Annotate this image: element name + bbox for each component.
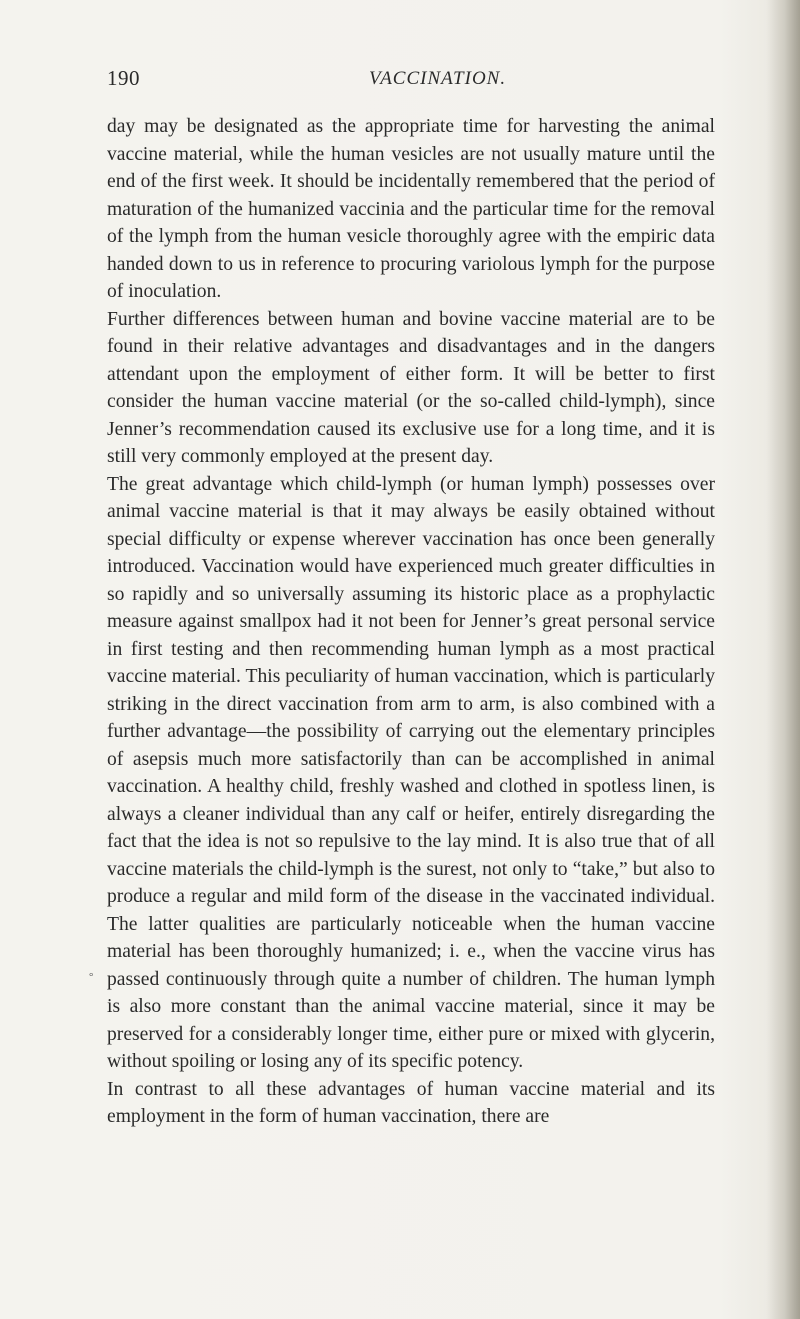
paragraph-contrast: In contrast to all these advantages of human vaccine material and its employment in the form of human vaccination, there are	[107, 1078, 715, 1127]
stray-print-mark: °	[89, 971, 94, 983]
paragraph-differences: Further differences between human and bovine vaccine material are to be found in their relative advantages and disadvantages and in the dangers attendant upon the employment of either form. It will be better to first consider the human vaccine material (or the so-called child-lymph), since Jenner’s recommendation caused its exclusive use for a long time, and it is still very commonly employed at the present day.	[107, 308, 715, 467]
paragraph-continuation: day may be designated as the appropriate time for harvesting the animal vaccine material, while the human vesicles are not usually mature until the end of the first week. It should be incidentally remembered that the period of maturation of the humanized vaccinia and the particular time for the removal of the lymph from the human vesicle thoroughly agree with the empiric data handed down to us in reference to procuring variolous lymph for the purpose of inoculation.	[107, 116, 715, 302]
paragraph-advantages: The great advantage which child-lymph (or human lymph) possesses over animal vaccine material is that it may always be easily obtained without special difficulty or expense wherever vaccination has once been generally introduced. Vaccination would have experienced much greater difficulties in so rapidly and so universally assuming its historic place as a prophylactic measure against smallpox had it not been for Jenner’s great personal service in first testing and then recommending human lymph as a most practical vaccine material. This peculiarity of human vaccination, which is particularly striking in the direct vaccination from arm to arm, is also combined with a further advantage—the possibility of carrying out the elementary principles of asepsis much more satisfactorily than can be accomplished in animal vaccination. A healthy child, freshly washed and clothed in spotless linen, is always a cleaner individual than any calf or heifer, entirely disregarding the fact that the idea is not so repulsive to the lay mind. It is also true that of all vaccine materials the child-lymph is the surest, not only to “take,” but also to produce a regular and mild form of the disease in the vaccinated individual. The latter qualities are particularly noticeable when the human vaccine material has been thoroughly humanized; i. e., when the vaccine virus has passed continuously through quite a number of children. The human lymph is also more constant than the animal vaccine material, since it may be preserved for a considerably longer time, either pure or mixed with glycerin, without spoiling or losing any of its specific potency.	[107, 473, 715, 1072]
body-text	[107, 113, 715, 1131]
page-number: 190	[107, 66, 140, 90]
page-edge-shadow	[766, 0, 800, 1319]
running-head	[107, 66, 715, 100]
running-title: VACCINATION.	[369, 68, 507, 89]
